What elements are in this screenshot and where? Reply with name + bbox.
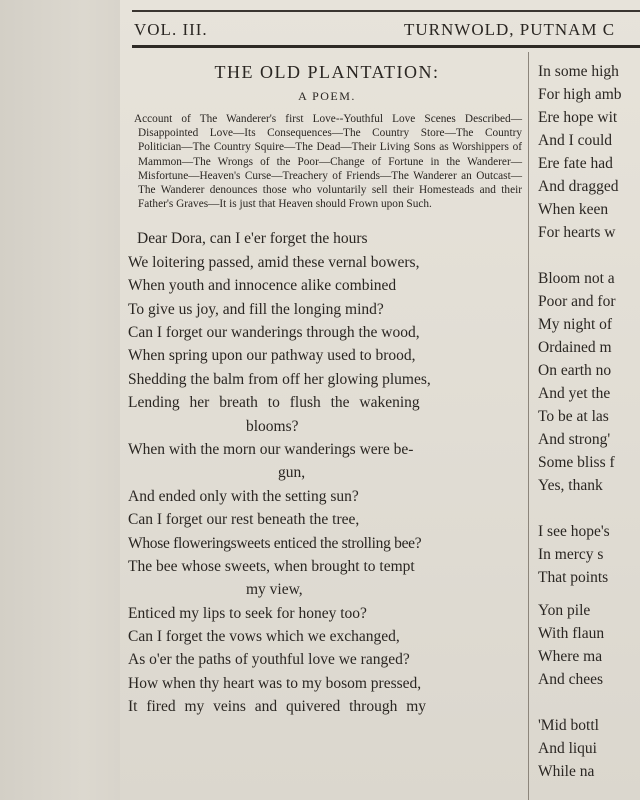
- right-column: [538, 60, 640, 783]
- poem-line: How when thy heart was to my bosom pressed,: [128, 674, 422, 692]
- column-line: And strong': [538, 431, 611, 448]
- poem-line: When youth and innocence alike combined: [128, 277, 397, 295]
- poem-line: It fired my veins and quivered through my: [128, 698, 427, 716]
- poem-line: When spring upon our pathway used to brood,: [128, 347, 416, 365]
- column-line: With flaun: [538, 625, 605, 642]
- column-line: Where ma: [538, 648, 603, 665]
- poem-line: When with the morn our wanderings were be-: [128, 440, 414, 458]
- stanza-gap: [538, 244, 640, 267]
- poem-line: As o'er the paths of youthful love we ranged?: [128, 651, 410, 669]
- poem-line: blooms?: [246, 417, 299, 435]
- poem-line: Whose floweringsweets enticed the strolling bee?: [128, 534, 422, 552]
- poem-line: Enticed my lips to seek for honey too?: [128, 604, 367, 622]
- column-line: On earth no: [538, 362, 612, 379]
- column-line: Ordained m: [538, 339, 612, 356]
- poem-line: Can I forget our rest beneath the tree,: [128, 511, 360, 529]
- column-line: Bloom not a: [538, 270, 615, 287]
- column-line: For hearts w: [538, 224, 616, 241]
- column-line: Ere hope wit: [538, 109, 618, 126]
- page-margin: [0, 0, 120, 800]
- poem-line: The bee whose sweets, when brought to tempt: [128, 557, 415, 575]
- place-label: TURNWOLD, PUTNAM C: [404, 20, 616, 39]
- poem-line: gun,: [278, 464, 306, 482]
- column-line: And chees: [538, 671, 603, 688]
- top-rule: [132, 10, 640, 12]
- column-line: Some bliss f: [538, 454, 615, 471]
- column-line: 'Mid bottl: [538, 717, 599, 734]
- article-title: THE OLD PLANTATION:: [214, 62, 440, 82]
- poem-line: To give us joy, and fill the longing mind?: [128, 300, 384, 318]
- poem-line: Can I forget the vows which we exchanged,: [128, 628, 400, 646]
- column-line: And liqui: [538, 740, 597, 757]
- article-column: [128, 60, 526, 719]
- masthead: [132, 20, 640, 42]
- masthead-rule: [132, 45, 640, 48]
- poem-line: And ended only with the setting sun?: [128, 487, 359, 505]
- article-subtitle: A POEM.: [298, 89, 356, 103]
- column-line: And dragged: [538, 178, 619, 195]
- article-summary: Account of The Wanderer's first Love--Youthful Love Scenes Described—Disappointed Love—Its Consequences—The Country Store—The Country Politician—The Country Squire—The Dead—Their Living Sons as Worshippers of Mammon—The Wrongs of the Poor—Change of Fortune in the Wanderer—Misfortune—Heaven's Curse—Treachery of Friends—The Wanderer an Outcast—The Wanderer denounces those who voluntarily sell their Homesteads and their Father's Graves—It is just that Heaven should Frown upon Such.: [134, 113, 522, 211]
- column-line: To be at las: [538, 408, 609, 425]
- stanza-gap: [538, 497, 640, 520]
- stanza-gap: [538, 691, 640, 714]
- column-line: In some high: [538, 63, 619, 80]
- column-line: That points: [538, 569, 609, 586]
- poem-line: Lending her breath to flush the wakening: [128, 394, 420, 412]
- column-line: Ere fate had: [538, 155, 613, 172]
- poem-line: We loitering passed, amid these vernal bowers,: [128, 253, 420, 271]
- column-line: In mercy s: [538, 546, 604, 563]
- column-line: While na: [538, 763, 595, 780]
- poem-line: Dear Dora, can I e'er forget the hours: [137, 230, 368, 248]
- stanza-gap: [538, 589, 640, 599]
- column-line: And yet the: [538, 385, 611, 402]
- column-line: And I could: [538, 132, 613, 149]
- poem-line: Shedding the balm from off her glowing plumes,: [128, 370, 431, 388]
- volume-label: VOL. III.: [134, 20, 208, 39]
- poem: [128, 227, 526, 718]
- column-line: I see hope's: [538, 523, 610, 540]
- column-line: When keen: [538, 201, 609, 218]
- column-line: Yes, thank: [538, 477, 603, 494]
- poem-line: my view,: [246, 581, 303, 599]
- column-divider: [528, 52, 529, 800]
- column-line: For high amb: [538, 86, 622, 103]
- poem-line: Can I forget our wanderings through the wood,: [128, 323, 420, 341]
- column-line: Yon pile: [538, 602, 591, 619]
- column-line: Poor and for: [538, 293, 616, 310]
- column-line: My night of: [538, 316, 613, 333]
